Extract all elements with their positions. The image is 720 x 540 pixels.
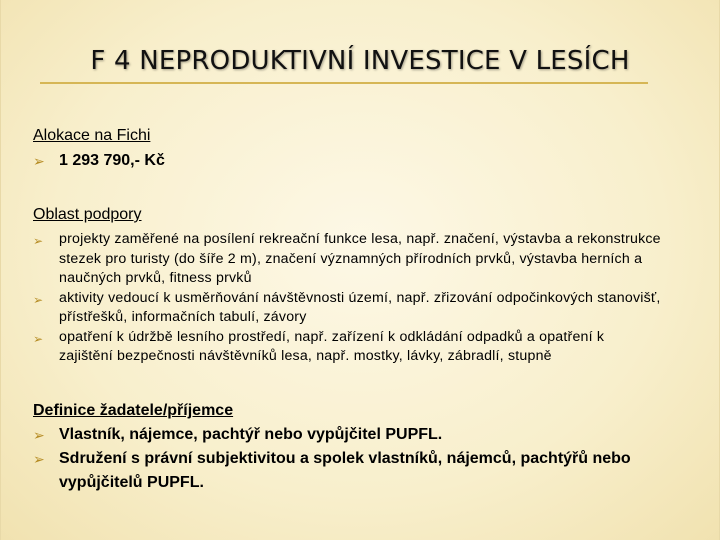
section-heading-oblast-podpory: Oblast podpory: [33, 206, 142, 223]
arrow-bullet-icon: ➢: [33, 234, 44, 248]
list-item-text: Sdružení s právní subjektivitou a spolek vlastníků, nájemců, pachtýřů nebo vypůjčitelů PUPFL.: [59, 450, 631, 491]
list-item-text: opatření k údržbě lesního prostředí, např. zařízení k odkládání odpadků a opatření k zajištění bezpečnosti návštěvníků lesa, např. mostky, lávky, zábradlí, stupně: [59, 328, 605, 364]
bullet-list-oblast-podpory: [33, 230, 661, 367]
arrow-bullet-icon: ➢: [33, 428, 45, 444]
arrow-bullet-icon: ➢: [33, 452, 45, 468]
section-alokace: [33, 126, 673, 173]
list-item: [33, 149, 673, 173]
section-heading-definice-zadatele: Definice žadatele/příjemce: [33, 402, 234, 419]
arrow-bullet-icon: ➢: [33, 154, 45, 170]
list-item: [33, 289, 661, 328]
list-item: [33, 230, 661, 289]
arrow-bullet-icon: ➢: [33, 331, 44, 346]
list-item-text: projekty zaměřené na posílení rekreační funkce lesa, např. značení, výstavba a rekonstrukce stezek pro turisty (do šíře 2 m), značení významných přírodních prvků, výstavba herních a naučných prvků, fitness prvků: [59, 231, 661, 286]
section-heading-alokace: Alokace na Fichi: [33, 127, 151, 144]
section-definice-zadatele: [33, 401, 673, 495]
title-underline: [40, 82, 648, 84]
slide-title: F 4 NEPRODUKTIVNÍ INVESTICE V LESÍCH: [90, 46, 630, 76]
bullet-list-definice-zadatele: [33, 423, 663, 495]
list-item-text: Vlastník, nájemce, pachtýř nebo vypůjčitel PUPFL.: [59, 426, 443, 443]
arrow-bullet-icon: ➢: [33, 292, 44, 307]
list-item-text: 1 293 790,- Kč: [59, 152, 165, 169]
list-item: [33, 328, 661, 367]
list-item: [33, 447, 663, 495]
list-item: [33, 423, 663, 447]
bullet-list-alokace: [33, 149, 673, 173]
section-oblast-podpory: [33, 205, 673, 367]
list-item-text: aktivity vedoucí k usměrňování návštěvnosti území, např. zřizování odpočinkových stanovišť, přístřešků, informačních tabulí, závory: [59, 289, 661, 325]
